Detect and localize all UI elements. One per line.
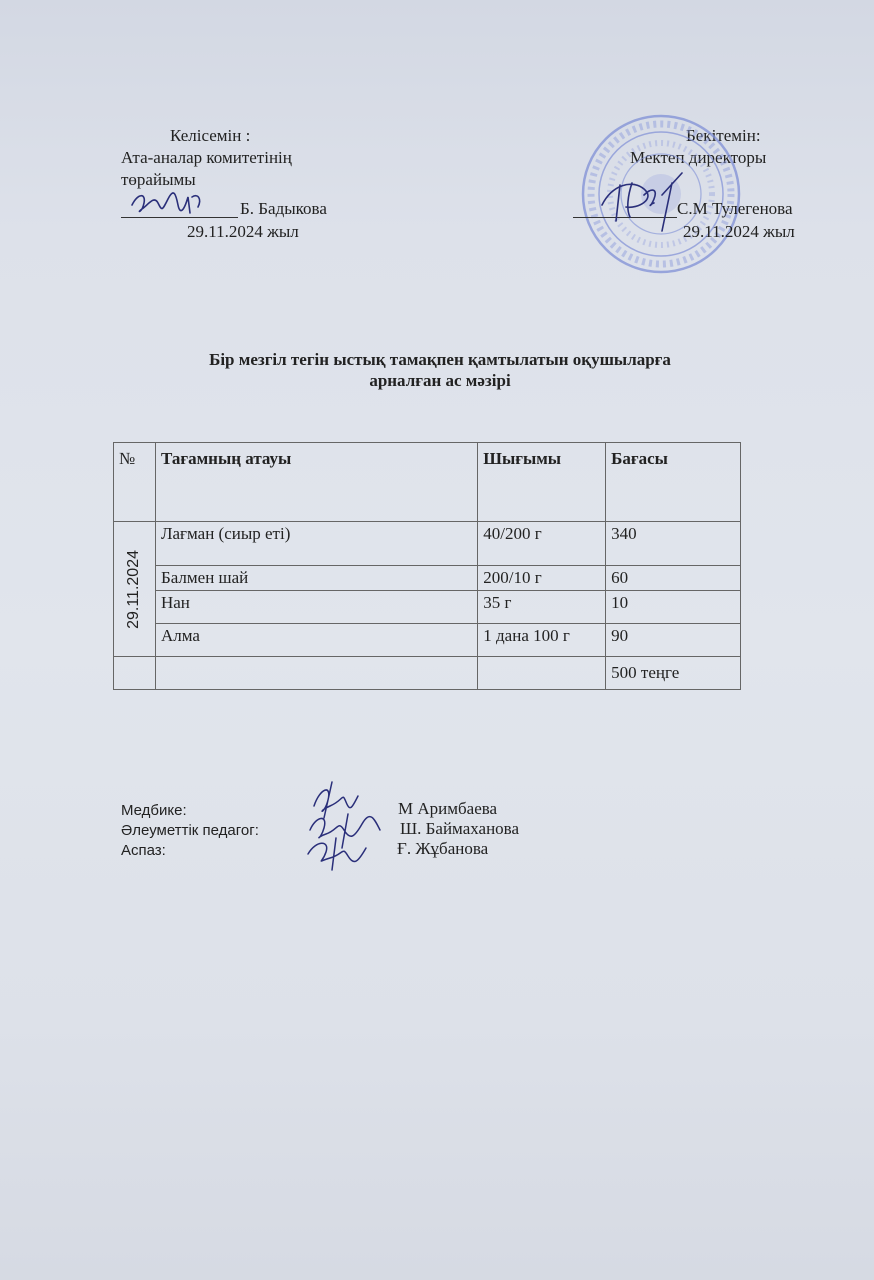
- cook-name: Ғ. Жұбанова: [397, 839, 489, 858]
- dish-price: 340: [606, 522, 741, 566]
- table-row: [114, 566, 741, 591]
- menu-table: [113, 442, 741, 690]
- role-nurse: Медбике:: [121, 802, 187, 819]
- header-price: Бағасы: [606, 443, 741, 522]
- left-date: 29.11.2024 жыл: [187, 222, 299, 241]
- dish-yield: 40/200 г: [478, 522, 606, 566]
- table-row: [114, 624, 741, 657]
- dish-name: Лағман (сиыр еті): [155, 522, 477, 566]
- director-name: С.М Тулегенова: [677, 199, 793, 218]
- dish-yield: 35 г: [478, 591, 606, 624]
- director-position: Мектеп директоры: [630, 148, 767, 167]
- table-total-row: [114, 657, 741, 690]
- social-pedagogue-name: Ш. Баймаханова: [400, 819, 520, 838]
- table-header-row: [114, 443, 741, 522]
- menu-title: [140, 349, 740, 391]
- menu-title-line1: Бір мезгіл тегін ыстық тамақпен қамтылатын оқушыларға: [209, 350, 671, 369]
- header-yield: Шығымы: [478, 443, 606, 522]
- dish-yield: 1 дана 100 г: [478, 624, 606, 657]
- dish-price: 60: [606, 566, 741, 591]
- role-social-pedagogue: Әлеуметтік педагог:: [121, 822, 259, 839]
- dish-price: 10: [606, 591, 741, 624]
- director-signature-icon: [592, 165, 692, 245]
- committee-position-line1: Ата-аналар комитетінің: [121, 148, 292, 167]
- dish-name: Нан: [155, 591, 477, 624]
- committee-position-line2: төрайымы: [121, 170, 196, 189]
- table-row: [114, 591, 741, 624]
- dish-yield: 200/10 г: [478, 566, 606, 591]
- dish-name: Балмен шай: [155, 566, 477, 591]
- approve-label: Бекітемін:: [686, 126, 761, 145]
- staff-signatures-icon: [302, 778, 392, 873]
- dish-price: 90: [606, 624, 741, 657]
- role-cook: Аспаз:: [121, 842, 166, 859]
- header-dish-name: Тағамның атауы: [155, 443, 477, 522]
- date-cell: [114, 522, 156, 657]
- table-row: [114, 522, 741, 566]
- right-date: 29.11.2024 жыл: [683, 222, 795, 241]
- dish-name: Алма: [155, 624, 477, 657]
- header-number: №: [114, 443, 156, 522]
- menu-date: 29.11.2024: [125, 549, 143, 629]
- chair-signature-icon: [128, 185, 208, 219]
- committee-chair-name: Б. Бадыкова: [240, 199, 327, 218]
- menu-title-line2: арналған ас мәзірі: [369, 371, 511, 390]
- nurse-name: М Аримбаева: [398, 799, 498, 818]
- total-price: 500 теңге: [606, 657, 741, 690]
- agree-label: Келісемін :: [170, 126, 251, 145]
